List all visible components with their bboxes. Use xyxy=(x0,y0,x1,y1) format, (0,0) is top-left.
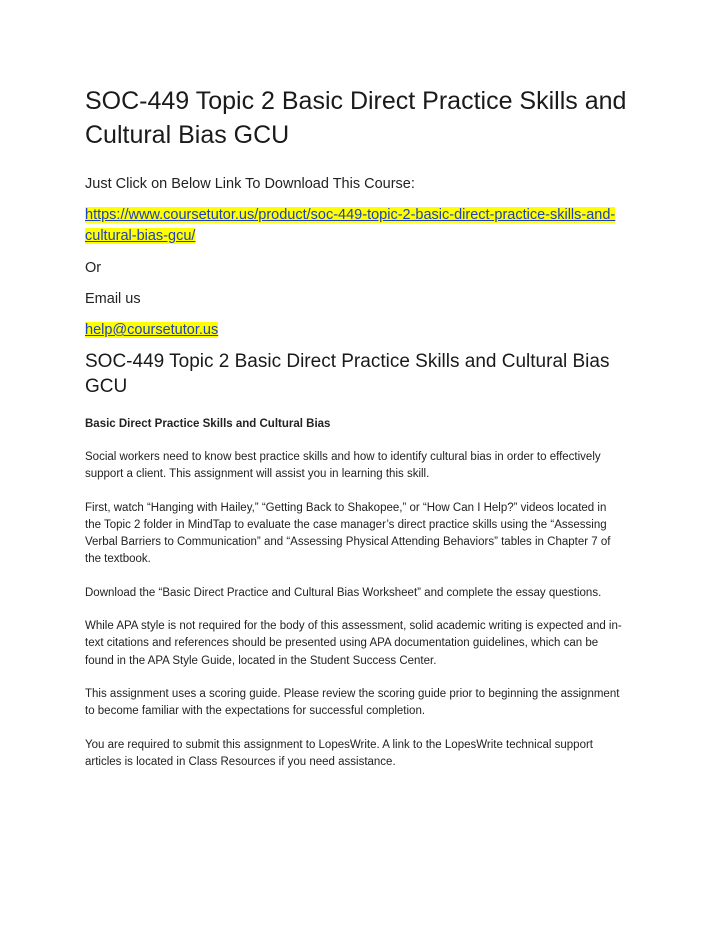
download-instruction: Just Click on Below Link To Download This Course: xyxy=(85,176,415,192)
email-paragraph xyxy=(85,320,645,340)
paragraph-worksheet: Download the “Basic Direct Practice and Cultural Bias Worksheet” and complete the essay questions. xyxy=(85,586,602,599)
paragraph-scoring-guide: This assignment uses a scoring guide. Please review the scoring guide prior to beginning the assignment to become familiar with the expectations for successful completion. xyxy=(85,687,620,718)
assignment-subheading: Basic Direct Practice Skills and Cultural Bias xyxy=(85,418,331,430)
paragraph-lopeswrite: You are required to submit this assignment to LopesWrite. A link to the LopesWrite technical support articles is located in Class Resources if you need assistance. xyxy=(85,738,593,768)
paragraph-videos: First, watch “Hanging with Hailey,” “Getting Back to Shakopee,” or “How Can I Help?” videos located in the Topic 2 folder in MindTap to evaluate the case manager’s direct practice skills using the “Assessing Verbal Barriers to Communication” and “Assessing Physical Attending Behaviors” tables in Chapter 7 of the textbook. xyxy=(85,501,611,566)
email-label: Email us xyxy=(85,291,141,307)
page-title: SOC-449 Topic 2 Basic Direct Practice Skills and Cultural Bias GCU xyxy=(85,87,627,149)
course-link-paragraph xyxy=(85,205,640,247)
paragraph-intro: Social workers need to know best practice skills and how to identify cultural bias in order to effectively support a client. This assignment will assist you in learning this skill. xyxy=(85,451,601,481)
paragraph-apa: While APA style is not required for the body of this assessment, solid academic writing is expected and in-text citations and references should be presented using APA documentation guidelines, which can be found in the APA Style Guide, located in the Student Success Center. xyxy=(85,620,622,667)
or-text: Or xyxy=(85,260,102,276)
document-page xyxy=(85,84,645,787)
course-download-link[interactable]: https://www.coursetutor.us/product/soc-449-topic-2-basic-direct-practice-skills-and-cultural-bias-gcu/ xyxy=(85,207,616,244)
email-link[interactable]: help@coursetutor.us xyxy=(85,322,219,338)
section-title: SOC-449 Topic 2 Basic Direct Practice Skills and Cultural Bias GCU xyxy=(85,351,610,397)
